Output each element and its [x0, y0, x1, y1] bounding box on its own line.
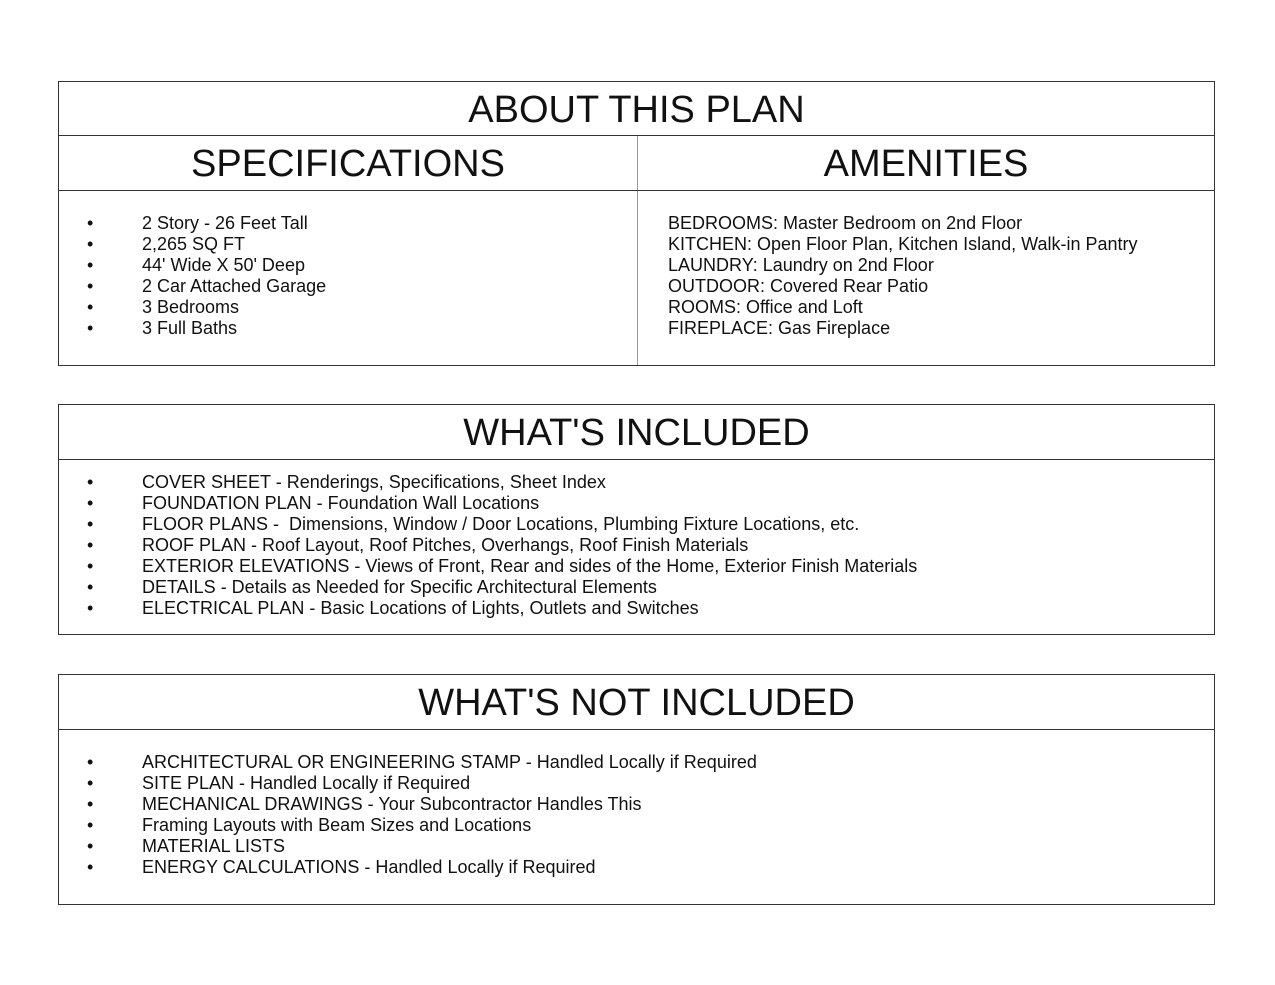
list-item-text: 2 Story - 26 Feet Tall	[142, 213, 308, 233]
bullet-icon: •	[87, 857, 94, 877]
list-item-text: EXTERIOR ELEVATIONS - Views of Front, Rear and sides of the Home, Exterior Finish Materials	[142, 556, 918, 576]
list-item-text: COVER SHEET - Renderings, Specifications, Sheet Index	[142, 472, 606, 492]
about-this-plan-section	[58, 81, 1215, 366]
list-item-text: 2 Car Attached Garage	[142, 276, 327, 296]
about-title: ABOUT THIS PLAN	[59, 82, 1214, 136]
about-column-headings	[59, 136, 1214, 191]
bullet-icon: •	[87, 773, 94, 793]
list-item	[59, 493, 1214, 514]
list-item	[59, 297, 637, 318]
list-item-text: ARCHITECTURAL OR ENGINEERING STAMP - Handled Locally if Required	[142, 752, 757, 772]
list-item	[59, 794, 1214, 815]
bullet-icon: •	[87, 213, 94, 233]
bullet-icon: •	[87, 276, 94, 296]
bullet-icon: •	[87, 752, 94, 772]
list-item-text: FLOOR PLANS - Dimensions, Window / Door Locations, Plumbing Fixture Locations, etc.	[142, 514, 860, 534]
list-item-text: ROOF PLAN - Roof Layout, Roof Pitches, Overhangs, Roof Finish Materials	[142, 535, 749, 555]
list-item	[59, 836, 1214, 857]
list-item: ROOMS: Office and Loft	[668, 297, 863, 317]
included-title: WHAT'S INCLUDED	[59, 405, 1214, 460]
list-item-text: MECHANICAL DRAWINGS - Your Subcontractor Handles This	[142, 794, 642, 814]
list-item: BEDROOMS: Master Bedroom on 2nd Floor	[668, 213, 1023, 233]
list-item	[59, 472, 1214, 493]
included-list	[59, 472, 1214, 619]
bullet-icon: •	[87, 255, 94, 275]
list-item: LAUNDRY: Laundry on 2nd Floor	[668, 255, 934, 275]
list-item-text: 3 Full Baths	[142, 318, 238, 338]
list-item	[59, 318, 637, 339]
not-included-body	[59, 730, 1214, 878]
list-item-text: DETAILS - Details as Needed for Specific Architectural Elements	[142, 577, 657, 597]
list-item: OUTDOOR: Covered Rear Patio	[668, 276, 929, 296]
bullet-icon: •	[87, 472, 94, 492]
bullet-icon: •	[87, 318, 94, 338]
list-item: FIREPLACE: Gas Fireplace	[668, 318, 891, 338]
bullet-icon: •	[87, 794, 94, 814]
list-item	[59, 815, 1214, 836]
bullet-icon: •	[87, 815, 94, 835]
list-item-text: FOUNDATION PLAN - Foundation Wall Locations	[142, 493, 540, 513]
bullet-icon: •	[87, 514, 94, 534]
specifications-list	[59, 213, 637, 339]
list-item	[59, 598, 1214, 619]
list-item-text: ELECTRICAL PLAN - Basic Locations of Lights, Outlets and Switches	[142, 598, 699, 618]
whats-not-included-section	[58, 674, 1215, 905]
list-item-text: MATERIAL LISTS	[142, 836, 286, 856]
amenities-list	[668, 213, 1214, 339]
list-item	[59, 556, 1214, 577]
list-item	[59, 213, 637, 234]
bullet-icon: •	[87, 535, 94, 555]
list-item-text: 44' Wide X 50' Deep	[142, 255, 305, 275]
list-item	[59, 577, 1214, 598]
specifications-column	[59, 191, 638, 365]
amenities-column	[638, 191, 1214, 365]
bullet-icon: •	[87, 556, 94, 576]
list-item-text: 3 Bedrooms	[142, 297, 240, 317]
list-item	[59, 773, 1214, 794]
list-item-text: 2,265 SQ FT	[142, 234, 246, 254]
bullet-icon: •	[87, 577, 94, 597]
bullet-icon: •	[87, 234, 94, 254]
list-item-text: Framing Layouts with Beam Sizes and Locations	[142, 815, 532, 835]
amenities-heading: AMENITIES	[823, 143, 1029, 185]
list-item: KITCHEN: Open Floor Plan, Kitchen Island, Walk-in Pantry	[668, 234, 1138, 254]
list-item	[59, 535, 1214, 556]
whats-included-section	[58, 404, 1215, 635]
about-columns	[59, 191, 1214, 365]
list-item	[59, 514, 1214, 535]
list-item	[59, 255, 637, 276]
not-included-list	[59, 752, 1214, 878]
list-item	[59, 752, 1214, 773]
list-item	[59, 857, 1214, 878]
list-item	[59, 234, 637, 255]
specifications-heading: SPECIFICATIONS	[59, 136, 638, 190]
bullet-icon: •	[87, 836, 94, 856]
included-body	[59, 460, 1214, 619]
bullet-icon: •	[87, 598, 94, 618]
list-item	[59, 276, 637, 297]
bullet-icon: •	[87, 297, 94, 317]
bullet-icon: •	[87, 493, 94, 513]
list-item-text: SITE PLAN - Handled Locally if Required	[142, 773, 471, 793]
not-included-title: WHAT'S NOT INCLUDED	[59, 675, 1214, 730]
list-item-text: ENERGY CALCULATIONS - Handled Locally if Required	[142, 857, 596, 877]
